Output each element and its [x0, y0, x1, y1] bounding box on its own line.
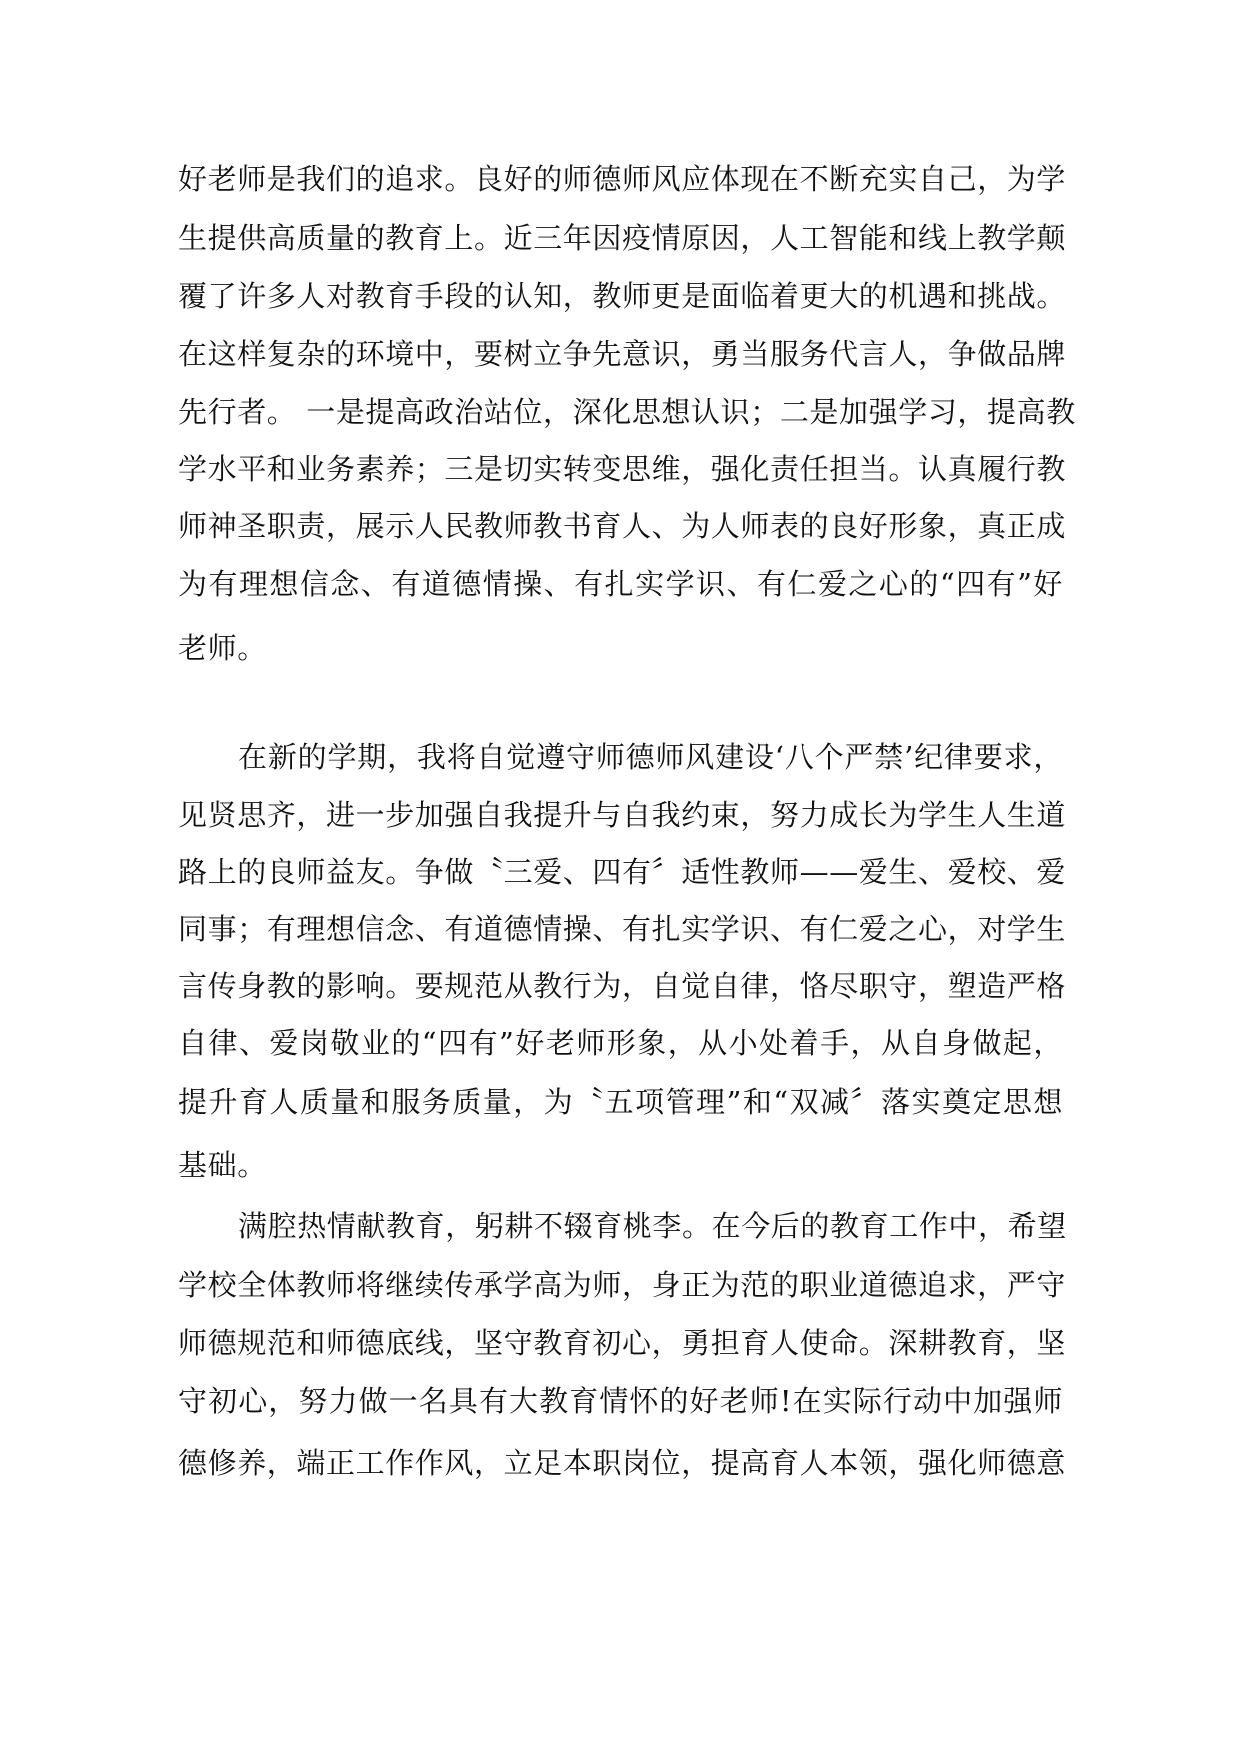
- text-line: 基础。: [178, 1148, 267, 1182]
- text-line: 先行者。 一是提高政治站位，深化思想认识；二是加强学习，提高教: [178, 395, 1076, 429]
- text-line: 学校全体教师将继续传承学高为师，身正为范的职业道德追求，严守: [178, 1268, 1067, 1302]
- text-line: 师德规范和师德底线，坚守教育初心，勇担育人使命。深耕教育，坚: [178, 1326, 1067, 1360]
- text-line: 在新的学期，我将自觉遵守师德师风建设‘八个严禁’纪律要求，: [238, 740, 1063, 774]
- text-line: 同事；有理想信念、有道德情操、有扎实学识、有仁爱之心，对学生: [178, 912, 1067, 946]
- text-line: 德修养，端正工作作风，立足本职岗位，提高育人本领，强化师德意: [178, 1446, 1067, 1480]
- text-line: 提升育人质量和服务质量，为〝五项管理”和“双减〞落实奠定思想: [178, 1085, 1063, 1119]
- text-line: 路上的良师益友。争做〝三爱、四有〞适性教师——爱生、爱校、爱: [178, 855, 1067, 889]
- text-line: 自律、爱岗敬业的“四有”好老师形象，从小处着手，从自身做起，: [178, 1026, 1063, 1060]
- text-line: 老师。: [178, 631, 267, 665]
- text-line: 好老师是我们的追求。良好的师德师风应体现在不断充实自己，为学: [178, 162, 1067, 196]
- text-line: 见贤思齐，进一步加强自我提升与自我约束，努力成长为学生人生道: [178, 798, 1067, 832]
- text-line: 学水平和业务素养；三是切实转变思维，强化责任担当。认真履行教: [178, 452, 1067, 486]
- text-line: 师神圣职责，展示人民教师教书育人、为人师表的良好形象，真正成: [178, 509, 1067, 543]
- text-line: 言传身教的影响。要规范从教行为，自觉自律，恪尽职守，塑造严格: [178, 969, 1067, 1003]
- text-line: 在这样复杂的环境中，要树立争先意识，勇当服务代言人，争做品牌: [178, 337, 1067, 371]
- text-line: 守初心，努力做一名具有大教育情怀的好老师!在实际行动中加强师: [178, 1384, 1063, 1418]
- text-line: 为有理想信念、有道德情操、有扎实学识、有仁爱之心的“四有”好: [178, 567, 1063, 601]
- text-line: 满腔热情献教育，躬耕不辍育桃李。在今后的教育工作中，希望: [238, 1209, 1067, 1243]
- text-line: 生提供高质量的教育上。近三年因疫情原因，人工智能和线上教学颠: [178, 221, 1067, 255]
- text-line: 覆了许多人对教育手段的认知，教师更是面临着更大的机遇和挑战。: [178, 279, 1067, 313]
